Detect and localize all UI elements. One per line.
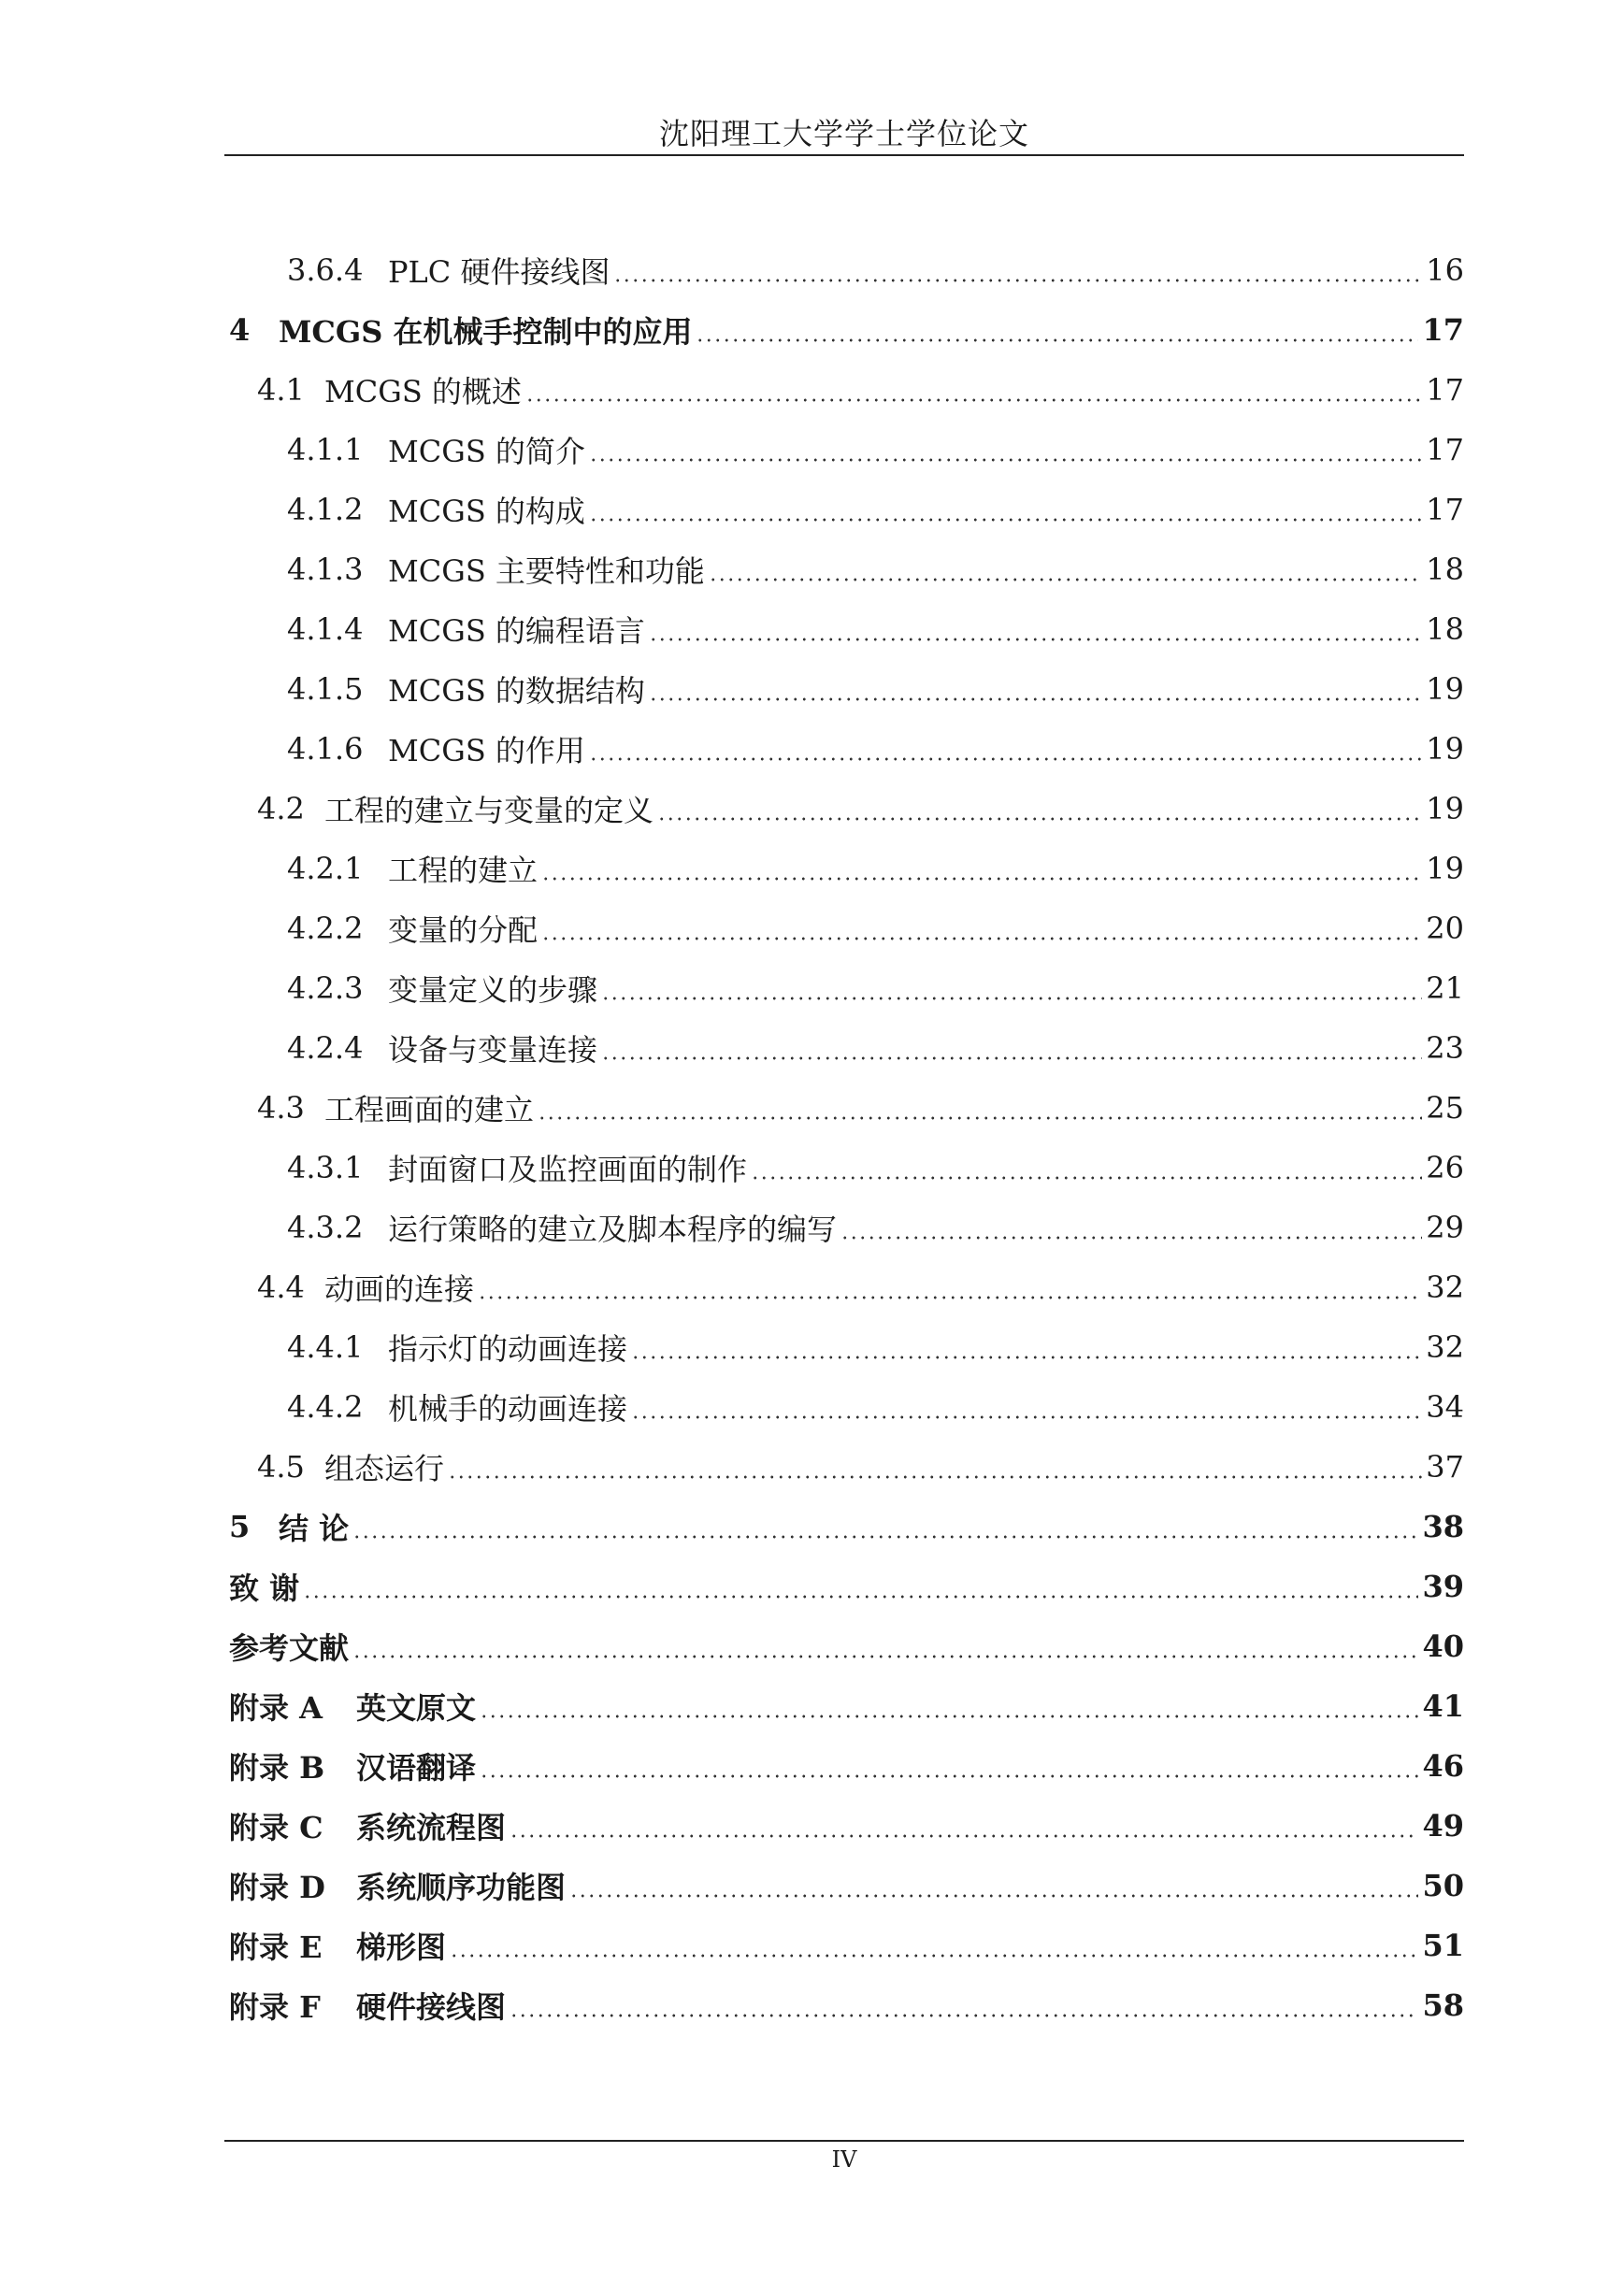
dot-leader: [696, 315, 1418, 345]
toc-entry[interactable]: [229, 958, 1464, 1018]
toc-entry-page: 34: [1426, 1389, 1464, 1425]
toc-entry-page: 41: [1422, 1688, 1464, 1724]
toc-entry[interactable]: [229, 839, 1464, 898]
toc-entry-title: 组态运行: [324, 1451, 445, 1486]
dot-leader: [525, 375, 1422, 405]
page-number: IV: [831, 2146, 857, 2173]
toc-entry-page: 49: [1422, 1808, 1464, 1844]
dot-leader: [613, 255, 1422, 285]
toc-entry-number: 4.1: [257, 372, 305, 408]
dot-leader: [840, 1213, 1422, 1242]
toc-entry-page: 26: [1426, 1150, 1464, 1185]
toc-entry-page: 23: [1426, 1030, 1464, 1066]
toc-entry-number: 4.1.1: [287, 432, 364, 467]
toc-entry-title: 系统流程图: [356, 1810, 507, 1845]
toc-entry[interactable]: [229, 1198, 1464, 1257]
toc-entry-number: 4.1.6: [287, 731, 364, 767]
toc-entry-number: 4.5: [257, 1449, 305, 1485]
toc-entry-page: 51: [1422, 1928, 1464, 1963]
toc-entry-title: 结 论: [279, 1511, 350, 1546]
toc-entry-title: 运行策略的建立及脚本程序的编写: [388, 1212, 838, 1247]
dot-leader: [589, 734, 1422, 764]
toc-entry[interactable]: [229, 1796, 1464, 1856]
toc-entry-title: 设备与变量连接: [388, 1032, 598, 1068]
toc-entry[interactable]: [229, 1557, 1464, 1616]
toc-entry[interactable]: [229, 240, 1464, 300]
toc-entry-number: 附录 F: [229, 1989, 321, 2025]
toc-entry-number: 4: [229, 312, 251, 348]
toc-entry[interactable]: [229, 300, 1464, 360]
toc-entry-title: 动画的连接: [324, 1271, 475, 1307]
toc-entry-page: 16: [1426, 252, 1464, 288]
dot-leader: [601, 973, 1422, 1003]
toc-entry-page: 25: [1426, 1090, 1464, 1126]
toc-entry-title: 工程的建立与变量的定义: [324, 793, 654, 828]
toc-entry-page: 29: [1426, 1210, 1464, 1245]
dot-leader: [589, 495, 1422, 524]
toc-entry-number: 5: [229, 1509, 251, 1544]
toc-entry[interactable]: [229, 1856, 1464, 1916]
toc-entry[interactable]: [229, 1377, 1464, 1437]
toc-entry-number: 4.2.3: [287, 970, 364, 1006]
dot-leader: [510, 1811, 1418, 1841]
toc-entry-page: 18: [1426, 552, 1464, 587]
toc-entry[interactable]: [229, 898, 1464, 958]
toc-entry-page: 40: [1422, 1629, 1464, 1664]
toc-entry-title: 变量的分配: [388, 912, 539, 948]
toc-entry-title: MCGS 的简介: [388, 434, 585, 469]
toc-entry-page: 17: [1422, 312, 1464, 348]
toc-entry-number: 4.4.2: [287, 1389, 364, 1425]
toc-entry-page: 21: [1426, 970, 1464, 1006]
toc-entry-title: 指示灯的动画连接: [388, 1331, 628, 1367]
toc-entry-title: MCGS 的构成: [388, 494, 585, 529]
toc-entry-page: 37: [1426, 1449, 1464, 1485]
toc-entry-title: MCGS 的概述: [324, 374, 522, 409]
toc-entry-title: 系统顺序功能图: [356, 1870, 567, 1905]
dot-leader: [569, 1871, 1418, 1901]
toc-entry-page: 19: [1426, 791, 1464, 826]
toc-entry-number: 4.4: [257, 1270, 305, 1305]
dot-leader: [649, 674, 1422, 704]
toc-entry[interactable]: [229, 1078, 1464, 1138]
toc-entry-number: 附录 A: [229, 1690, 323, 1726]
toc-entry-title: 梯形图: [356, 1930, 447, 1965]
toc-entry[interactable]: [229, 779, 1464, 839]
dot-leader: [541, 913, 1422, 943]
toc-entry[interactable]: [229, 480, 1464, 539]
toc-entry-page: 39: [1422, 1569, 1464, 1604]
dot-leader: [649, 614, 1422, 644]
toc-entry-number: 4.1.5: [287, 671, 364, 707]
toc-entry[interactable]: [229, 1616, 1464, 1676]
dot-leader: [303, 1571, 1418, 1601]
toc-entry-page: 17: [1426, 492, 1464, 527]
toc-entry[interactable]: [229, 360, 1464, 420]
dot-leader: [352, 1631, 1418, 1661]
footer-rule: [224, 2140, 1464, 2142]
toc-entry-title: 致 谢: [229, 1571, 300, 1606]
toc-entry-title: 工程画面的建立: [324, 1092, 535, 1127]
toc-entry-number: 4.2: [257, 791, 305, 826]
dot-leader: [751, 1153, 1422, 1183]
toc-entry-title: MCGS 在机械手控制中的应用: [279, 314, 693, 350]
table-of-contents: [229, 240, 1464, 2035]
running-header: 沈阳理工大学学士学位论文: [658, 116, 1029, 151]
toc-entry-number: 4.3.2: [287, 1210, 364, 1245]
toc-entry-page: 19: [1426, 671, 1464, 707]
dot-leader: [448, 1452, 1422, 1482]
toc-entry-title: MCGS 的作用: [388, 733, 585, 768]
toc-entry-page: 17: [1426, 372, 1464, 408]
dot-leader: [510, 1990, 1418, 2020]
toc-entry-title: 变量定义的步骤: [388, 972, 598, 1008]
toc-entry-number: 4.2.4: [287, 1030, 364, 1066]
toc-entry-title: 硬件接线图: [356, 1989, 507, 2025]
toc-entry-number: 4.1.2: [287, 492, 364, 527]
toc-entry[interactable]: [229, 659, 1464, 719]
toc-entry-title: 机械手的动画连接: [388, 1391, 628, 1427]
toc-entry[interactable]: [229, 599, 1464, 659]
toc-entry-number: 4.3.1: [287, 1150, 364, 1185]
dot-leader: [601, 1033, 1422, 1063]
toc-entry-page: 20: [1426, 911, 1464, 946]
dot-leader: [480, 1751, 1418, 1781]
toc-entry[interactable]: [229, 1437, 1464, 1497]
toc-entry-number: 4.4.1: [287, 1329, 364, 1365]
toc-entry-title: PLC 硬件接线图: [388, 254, 610, 290]
toc-entry-page: 46: [1422, 1748, 1464, 1784]
toc-entry-title: MCGS 主要特性和功能: [388, 553, 705, 589]
toc-entry[interactable]: [229, 719, 1464, 779]
toc-entry-number: 3.6.4: [287, 252, 364, 288]
toc-entry-page: 19: [1426, 731, 1464, 767]
toc-entry-number: 4.3: [257, 1090, 305, 1126]
toc-entry-title: 参考文献: [229, 1630, 350, 1666]
toc-entry-number: 4.1.4: [287, 611, 364, 647]
toc-entry[interactable]: [229, 1676, 1464, 1736]
dot-leader: [480, 1691, 1418, 1721]
dot-leader: [589, 435, 1422, 465]
toc-entry-title: 封面窗口及监控画面的制作: [388, 1152, 748, 1187]
dot-leader: [541, 854, 1422, 883]
dot-leader: [631, 1332, 1422, 1362]
toc-entry-title: 工程的建立: [388, 853, 539, 888]
toc-entry-page: 32: [1426, 1329, 1464, 1365]
toc-entry-title: 英文原文: [356, 1690, 477, 1726]
toc-entry-page: 58: [1422, 1987, 1464, 2023]
toc-entry-page: 32: [1426, 1270, 1464, 1305]
toc-entry[interactable]: [229, 539, 1464, 599]
dot-leader: [657, 794, 1422, 824]
toc-entry[interactable]: [229, 1257, 1464, 1317]
dot-leader: [709, 554, 1422, 584]
toc-entry-title: 汉语翻译: [356, 1750, 477, 1786]
dot-leader: [631, 1392, 1422, 1422]
toc-entry[interactable]: [229, 1975, 1464, 2035]
toc-entry[interactable]: [229, 1736, 1464, 1796]
dot-leader: [352, 1512, 1418, 1542]
toc-entry-title: MCGS 的编程语言: [388, 613, 645, 649]
header-rule: [224, 154, 1464, 156]
toc-entry-page: 17: [1426, 432, 1464, 467]
toc-entry-page: 18: [1426, 611, 1464, 647]
toc-entry[interactable]: [229, 1138, 1464, 1198]
toc-entry-title: MCGS 的数据结构: [388, 673, 645, 709]
toc-entry[interactable]: [229, 1497, 1464, 1557]
toc-entry-page: 19: [1426, 851, 1464, 886]
dot-leader: [478, 1272, 1422, 1302]
toc-entry-number: 附录 D: [229, 1870, 325, 1905]
toc-entry-number: 附录 B: [229, 1750, 325, 1786]
toc-entry[interactable]: [229, 420, 1464, 480]
dot-leader: [450, 1930, 1418, 1960]
toc-entry-page: 38: [1422, 1509, 1464, 1544]
toc-entry-number: 4.2.2: [287, 911, 364, 946]
toc-entry-number: 附录 C: [229, 1810, 323, 1845]
dot-leader: [538, 1093, 1422, 1123]
toc-entry-number: 附录 E: [229, 1930, 323, 1965]
toc-entry-page: 50: [1422, 1868, 1464, 1903]
toc-entry-number: 4.1.3: [287, 552, 364, 587]
toc-entry[interactable]: [229, 1317, 1464, 1377]
toc-entry-number: 4.2.1: [287, 851, 364, 886]
toc-entry[interactable]: [229, 1916, 1464, 1975]
toc-entry[interactable]: [229, 1018, 1464, 1078]
